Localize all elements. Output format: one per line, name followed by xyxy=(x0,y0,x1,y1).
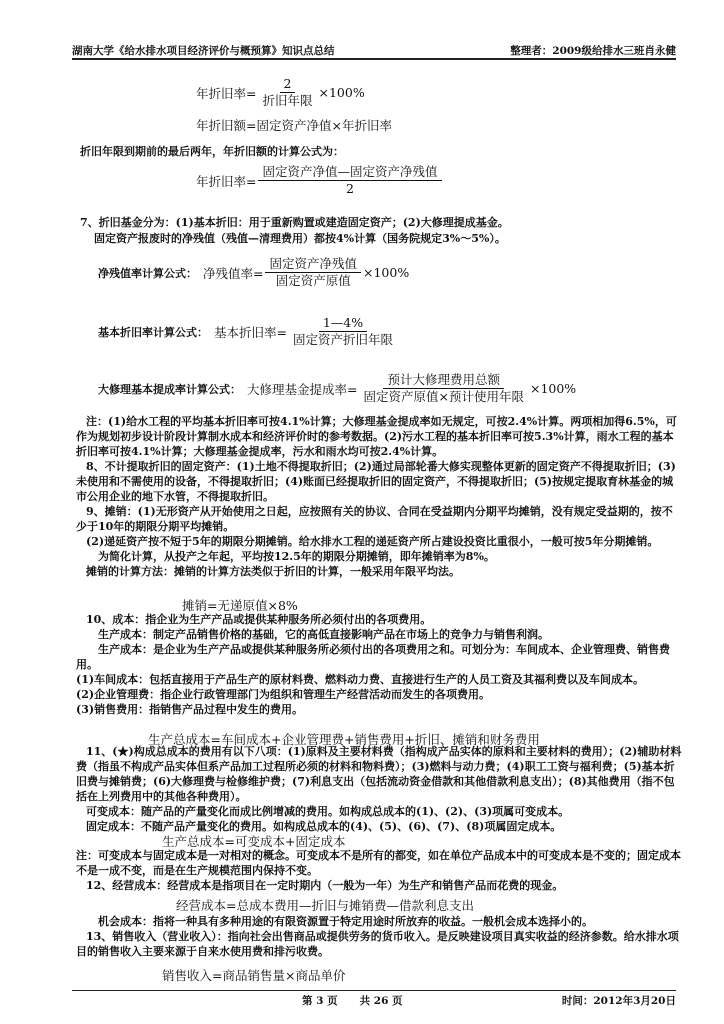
formula-last-two: 年折旧率= $\frac{\text{固定资产净值—固定资产净残值}}{2}$ xyxy=(196,164,444,197)
notes-depreciation: 注：(1)给水工程的平均基本折旧率可按4.1%计算；大修理基金提成率如无规定，可按2.4%计算。两项相加得6.5%，可作为规划初步设计阶段计算制水成本和经济评价时的参考数据。(2)污水工程的基本折旧率可按5.3%计算，雨水工程的基本折旧率可按4.1%计算；大修理基金提成率，污水和雨水均可按2.4%计算。 8、不计提取折旧的固定资产：(1)土地不得提取折旧；(2)通过局部轮番大修实现整体更新的固定资产不得提取折旧；(3)未使用和不需使用的设备，不得提取折旧；(4)账面已经提取折旧的固定资产，不得提取折旧；(5)按规定提取育林基金的城市公用企业的地下水管，不得提取折旧。 9、摊销：(1)无形资产从开始使用之日起，应按照有关的协议、合同在受益期内分期平均摊销，没有规定受益期的，按不少于10年的期限分期平均摊销。 (2)递延资产按不短于5年的期限分期摊销。给水排水工程的递延资产所占建设投资比重很小，一般可按5年分期摊销。 为简化计算，从投产之年起，平均按12.5年的期限分期摊销，即年摊销率为8%。 摊销的计算方法：摊销的计算方法类似于折旧的计算，一般采用年限平均法。 xyxy=(76,415,677,578)
sec13: 机会成本：指将一种具有多种用途的有限资源置于特定用途时所放弃的收益。一般机会成本选择小的。 13、销售收入（营业收入）：指向社会出售商品或提供劳务的货币收入。是反映建设项目真实收益的经济参数。给水排水项目的销售收入主要来源于自来水使用费和排污收费。 xyxy=(76,915,679,958)
page-number: 第 3 页 xyxy=(302,995,338,1007)
page-footer xyxy=(72,990,676,1009)
formula-production-cost: 生产总成本=车间成本+企业管理费+销售费用+折旧、摊销和财务费用 xyxy=(148,732,540,747)
sec7-line2: 固定资产报废时的净残值（残值—清理费用）都按4%计算（国务院规定3%～5%）。 xyxy=(94,232,506,245)
page-header xyxy=(72,42,676,60)
sec11: 11、(★)构成总成本的费用有以下八项：(1)原料及主要材料费（指构成产品实体的原料和主要材料的费用）；(2)辅助材料费（指虽不构成产品实体但系产品加工过程所必须的材料和物料费）；(3)燃料与动力费；(4)职工工资与福利费；(5)基本折旧费与摊销费；(6)大修理费与检修维护费；(7)利息支出（包括流动资金借款和其他借款利息支出）；(8)其他费用（指不包括在上列费用中的其他各种费用）。 可变成本：随产品的产量变化而成比例增减的费用。如构成总成本的(1)、(2)、(3)项属可变成本。 固定成本：不随产品产量变化的费用。如构成总成本的(4)、(5)、(6)、(7)、(8)项属固定成本。 xyxy=(76,745,682,833)
formula-major-repair: 大修理基本提成率计算公式： 大修理基金提成率= $\frac{\text{预计大修理费用总额}}{\text{固定资产原值×预计使用年限}}$ ×100% xyxy=(98,372,577,404)
note-last-two: 折旧年限到期前的最后两年，年折旧额的计算公式为： xyxy=(80,145,344,158)
formula-sales: 销售收入=商品销售量×商品单价 xyxy=(162,968,346,983)
sec11-note: 注：可变成本与固定成本是一对相对的概念。可变成本不是所有的都变，如在单位产品成本中的可变成本是不变的；固定成本不是一成不变，而是在生产规模范围内保持不变。 12、经营成本：经营成本是指项目在一定时期内（一般为一年）为生产和销售产品而花费的现金。 xyxy=(76,849,681,892)
cost-section: 10、成本：指企业为生产产品或提供某种服务所必须付出的各项费用。 生产成本：制定产品销售价格的基础，它的高低直接影响产品在市场上的竞争力与销售利润。 生产成本：是企业为生产产品或提供某种服务所必须付出的各项费用之和。可划分为：车间成本、企业管理费、销售费用。 (1)车间成本：包括直接用于产品生产的原材料费、燃料动力费、直接进行生产的人员工资及其福利费以及车间成本。 (2)企业管理费：指企业行政管理部门为组织和管理生产经营活动而发生的各项费用。 (3)销售费用：指销售产品过程中发生的费用。 xyxy=(76,613,670,716)
formula-basic-depr: 基本折旧率计算公式： 基本折旧率= $\frac{1—4\%}{\text{固定资产折旧年限}}$ xyxy=(98,315,393,347)
formula-operating-cost: 经营成本=总成本费用—折旧与摊销费—借款利息支出 xyxy=(176,898,474,913)
page-total: 共 26 页 xyxy=(359,995,403,1007)
sec7-line1: 7、折旧基金分为：(1)基本折旧：用于重新购置或建造固定资产；(2)大修理提成基金。 xyxy=(80,216,509,229)
header-right: 整理者：2009级给排水三班肖永健 xyxy=(510,45,676,57)
header-left: 湖南大学《给水排水项目经济评价与概预算》知识点总结 xyxy=(72,45,335,57)
formula-total-cost: 生产总成本=可变成本+固定成本 xyxy=(162,834,346,849)
footer-date: 时间：2012年3月20日 xyxy=(561,995,676,1007)
formula-residual: 净残值率计算公式： 净残值率= $\frac{\text{固定资产净残值}}{\text{固定资产原值}}$ ×100% xyxy=(98,256,410,288)
formula-annual-rate: 年折旧率= $\frac{2}{\text{折旧年限}}$ ×100% xyxy=(196,76,365,108)
formula-amortization: 摊销=无递原值×8% xyxy=(182,598,298,613)
formula-annual-amount: 年折旧额=固定资产净值×年折旧率 xyxy=(196,118,392,133)
